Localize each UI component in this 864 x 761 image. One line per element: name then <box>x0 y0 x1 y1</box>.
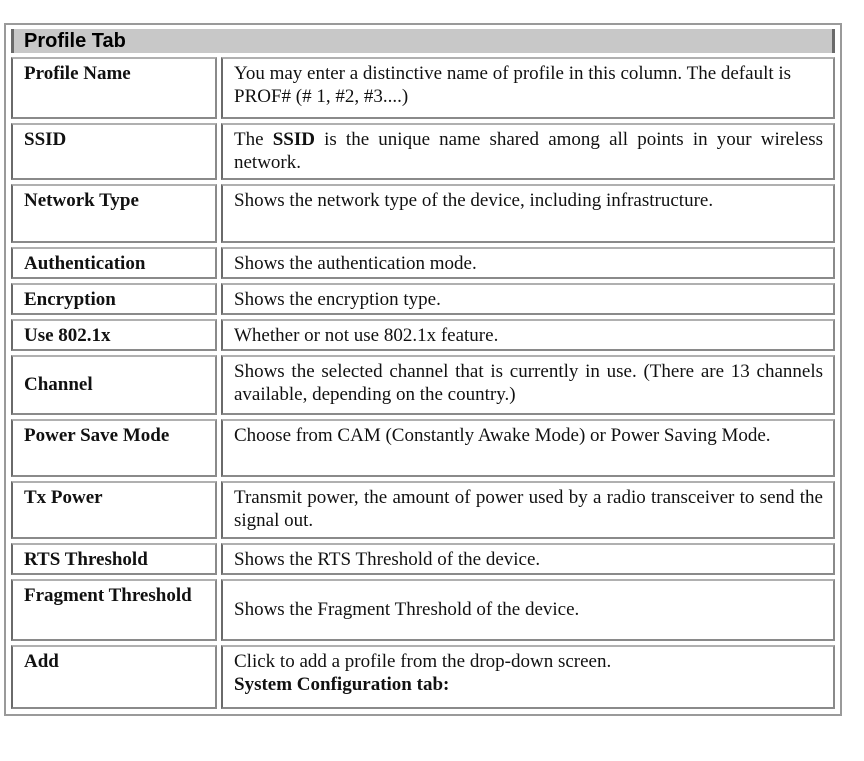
desc-use-8021x: Whether or not use 802.1x feature. <box>221 319 835 351</box>
desc-ssid <box>221 123 835 180</box>
term-profile-name: Profile Name <box>11 57 217 119</box>
profile-tab-table <box>4 23 842 716</box>
table-row <box>11 543 835 575</box>
table-row <box>11 123 835 180</box>
table-row <box>11 283 835 315</box>
table-title: Profile Tab <box>24 29 126 52</box>
term-tx-power: Tx Power <box>11 481 217 539</box>
table-row <box>11 419 835 477</box>
desc-rts-threshold: Shows the RTS Threshold of the device. <box>221 543 835 575</box>
desc-network-type: Shows the network type of the device, including infrastructure. <box>221 184 835 243</box>
table-row <box>11 319 835 351</box>
table-row <box>11 481 835 539</box>
desc-fragment-threshold-text: Shows the Fragment Threshold of the device. <box>234 599 580 620</box>
desc-tx-power: Transmit power, the amount of power used by a radio transceiver to send the signal out. <box>221 481 835 539</box>
desc-ssid-post: is the unique name shared among all points in your wireless network. <box>234 129 823 173</box>
table-row <box>11 355 835 415</box>
term-encryption: Encryption <box>11 283 217 315</box>
term-add: Add <box>11 645 217 709</box>
desc-add-text: Click to add a profile from the drop-down screen. <box>234 651 612 672</box>
desc-authentication: Shows the authentication mode. <box>221 247 835 279</box>
desc-channel: Shows the selected channel that is currently in use. (There are 13 channels available, depending on the country.) <box>221 355 835 415</box>
term-authentication: Authentication <box>11 247 217 279</box>
table-row <box>11 184 835 243</box>
table-header <box>11 29 835 53</box>
table-row <box>11 57 835 119</box>
term-channel-label: Channel <box>24 374 93 395</box>
term-ssid: SSID <box>11 123 217 180</box>
desc-ssid-bold: SSID <box>272 129 315 150</box>
desc-profile-name: You may enter a distinctive name of profile in this column. The default is PROF# (# 1, #2, #3....) <box>221 57 835 119</box>
term-power-save-mode: Power Save Mode <box>11 419 217 477</box>
term-rts-threshold: RTS Threshold <box>11 543 217 575</box>
table-row <box>11 247 835 279</box>
term-channel <box>11 355 217 415</box>
desc-fragment-threshold <box>221 579 835 641</box>
term-network-type: Network Type <box>11 184 217 243</box>
desc-ssid-pre: The <box>234 129 273 150</box>
desc-add-bold-line: System Configuration tab: <box>234 674 450 695</box>
desc-encryption: Shows the encryption type. <box>221 283 835 315</box>
desc-power-save-mode: Choose from CAM (Constantly Awake Mode) or Power Saving Mode. <box>221 419 835 477</box>
desc-add <box>221 645 835 709</box>
term-fragment-threshold: Fragment Threshold <box>11 579 217 641</box>
table-row <box>11 645 835 709</box>
table-row <box>11 579 835 641</box>
term-use-8021x: Use 802.1x <box>11 319 217 351</box>
